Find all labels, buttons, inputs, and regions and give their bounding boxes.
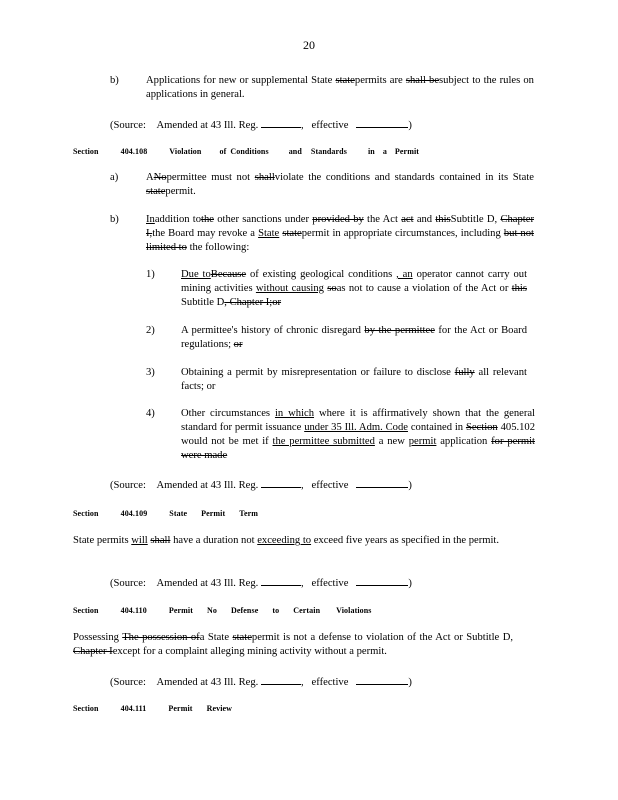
list-item-text: Due toBecause of existing geological conditions , an operator cannot carry out mining activities without causing soas not to cause a violation of the Act or this Subtitle D, Chapter I;or [181, 269, 528, 308]
page-number: 20 [303, 38, 315, 52]
source-note: (Source: Amended at 43 Ill. Reg. , effective ) [110, 575, 412, 591]
list-item-label: 3) [146, 367, 155, 378]
list-item-text: Obtaining a permit by misrepresentation or failure to disclose fully all relevant facts; or [181, 367, 528, 392]
source-note: (Source: Amended at 43 Ill. Reg. , effective ) [110, 477, 412, 493]
section-heading-404-109: Section 404.109 State Permit Term [73, 509, 259, 518]
source-note: (Source: Amended at 43 Ill. Reg. , effective ) [110, 674, 412, 690]
list-item-text: Other circumstances in which where it is affirmatively shown that the general standard for permit issuance under 35 Ill. Adm. Code contained in Section 405.102 would not be met if the permittee submitted a new permit application for permit were made [181, 408, 536, 461]
section-heading-404-110: Section 404.110 Permit No Defense to Certain Violations [73, 606, 372, 615]
list-item-label: 2) [146, 325, 155, 336]
paragraph-404-110: Possessing The possession ofa State statepermit is not a defense to violation of the Act or Subtitle D, Chapter Iexcept for a complaint alleging mining activity without a permit. [73, 632, 513, 657]
item-label: a) [110, 172, 119, 183]
paragraph-404-109: State permits will shall have a duration not exceeding to exceed five years as specified in the permit. [73, 535, 500, 546]
list-item-label: 4) [146, 408, 155, 419]
paragraph-404-108-b: Inaddition tothe other sanctions under provided by the Act act and thisSubtitle D, Chapter I,the Board may revoke a State statepermit in appropriate circumstances, including but not limited to the following: [146, 214, 534, 253]
section-heading-404-111: Section 404.111 Permit Review [73, 704, 233, 713]
section-heading-404-108: Section 404.108 Violation of Conditions and Standards in a Permit [73, 147, 420, 156]
source-note: (Source: Amended at 43 Ill. Reg. , effective ) [110, 117, 412, 133]
item-label: b) [110, 75, 119, 86]
list-item-label: 1) [146, 269, 155, 280]
item-label: b) [110, 214, 119, 225]
paragraph-404-108-a: ANopermittee must not shallviolate the conditions and standards contained in its State statepermit. [146, 172, 534, 197]
paragraph-404-107-b: Applications for new or supplemental State statepermits are shall besubject to the rules on applications in general. [146, 75, 534, 100]
list-item-text: A permittee's history of chronic disregard by the permittee for the Act or Board regulations; or [181, 325, 527, 350]
